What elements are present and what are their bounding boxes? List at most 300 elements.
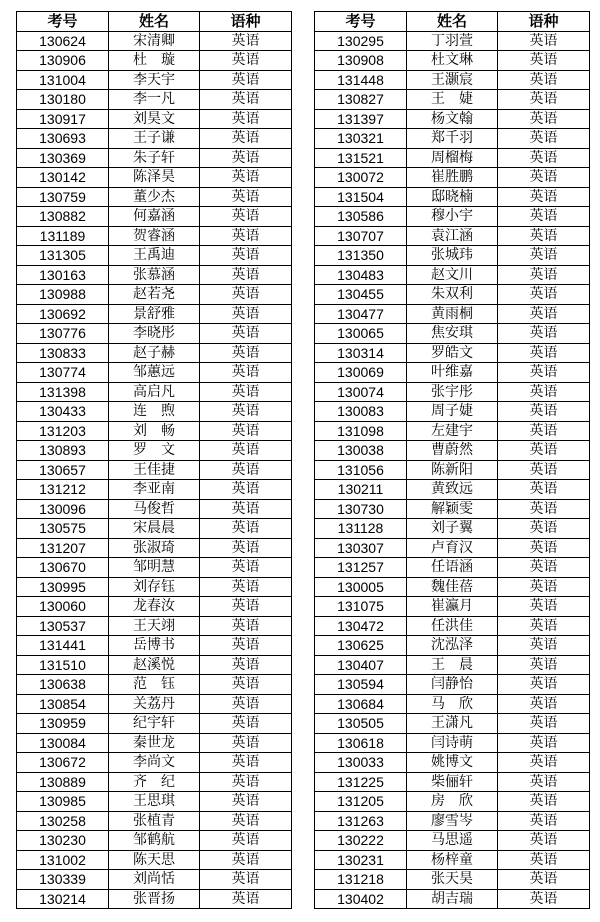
table-row	[315, 31, 590, 51]
exam-id-cell: 130586	[315, 207, 407, 227]
student-name-cell: 齐 纪	[109, 772, 200, 792]
exam-id-cell: 131510	[17, 655, 109, 675]
exam-id-cell: 130074	[315, 382, 407, 402]
exam-id-cell: 130893	[17, 441, 109, 461]
language-cell: 英语	[498, 577, 590, 597]
table-row	[17, 382, 292, 402]
language-cell: 英语	[498, 421, 590, 441]
table-row	[315, 675, 590, 695]
student-name-cell: 刘存钰	[109, 577, 200, 597]
table-row	[17, 675, 292, 695]
table-row	[17, 31, 292, 51]
student-name-cell: 黄雨桐	[407, 304, 498, 324]
student-name-cell: 朱双利	[407, 285, 498, 305]
student-name-cell: 赵溪悦	[109, 655, 200, 675]
student-name-cell: 李一凡	[109, 90, 200, 110]
exam-id-cell: 131521	[315, 148, 407, 168]
table-row	[17, 304, 292, 324]
student-name-cell: 邸晓楠	[407, 187, 498, 207]
student-name-cell: 叶维嘉	[407, 363, 498, 383]
table-row	[17, 753, 292, 773]
exam-id-cell: 130854	[17, 694, 109, 714]
table-row	[17, 148, 292, 168]
language-cell: 英语	[200, 831, 292, 851]
student-name-cell: 李天宇	[109, 70, 200, 90]
exam-id-cell: 130180	[17, 90, 109, 110]
exam-id-cell: 130882	[17, 207, 109, 227]
exam-id-cell: 131448	[315, 70, 407, 90]
exam-id-cell: 130505	[315, 714, 407, 734]
table-row	[17, 694, 292, 714]
language-cell: 英语	[200, 538, 292, 558]
student-name-cell: 周榴梅	[407, 148, 498, 168]
language-cell: 英语	[200, 792, 292, 812]
exam-id-cell: 130575	[17, 519, 109, 539]
table-row	[315, 616, 590, 636]
exam-id-cell: 131397	[315, 109, 407, 129]
exam-id-cell: 130618	[315, 733, 407, 753]
table-row	[17, 421, 292, 441]
header-name: 姓名	[109, 12, 200, 32]
table-row	[17, 70, 292, 90]
table-row	[315, 148, 590, 168]
table-row	[315, 870, 590, 890]
table-row	[315, 480, 590, 500]
table-row	[315, 538, 590, 558]
language-cell: 英语	[498, 538, 590, 558]
table-row	[17, 441, 292, 461]
exam-id-cell: 131203	[17, 421, 109, 441]
exam-id-cell: 131004	[17, 70, 109, 90]
table-row	[17, 168, 292, 188]
exam-id-cell: 130142	[17, 168, 109, 188]
language-cell: 英语	[498, 343, 590, 363]
student-name-cell: 杜 璇	[109, 51, 200, 71]
student-name-cell: 马俊哲	[109, 499, 200, 519]
table-row	[17, 597, 292, 617]
student-name-cell: 张淑琦	[109, 538, 200, 558]
language-cell: 英语	[498, 70, 590, 90]
exam-id-cell: 130407	[315, 655, 407, 675]
language-cell: 英语	[498, 207, 590, 227]
exam-id-cell: 130906	[17, 51, 109, 71]
language-cell: 英语	[498, 168, 590, 188]
student-name-cell: 解颖雯	[407, 499, 498, 519]
table-row	[315, 519, 590, 539]
exam-id-cell: 130211	[315, 480, 407, 500]
exam-id-cell: 130889	[17, 772, 109, 792]
exam-id-cell: 130995	[17, 577, 109, 597]
exam-id-cell: 131504	[315, 187, 407, 207]
table-row	[17, 538, 292, 558]
exam-id-cell: 131305	[17, 246, 109, 266]
student-name-cell: 赵文川	[407, 265, 498, 285]
header-name: 姓名	[407, 12, 498, 32]
student-name-cell: 崔胜鹏	[407, 168, 498, 188]
table-row	[17, 129, 292, 149]
table-row	[315, 343, 590, 363]
table-row	[17, 90, 292, 110]
exam-id-cell: 130096	[17, 499, 109, 519]
student-name-cell: 姚博文	[407, 753, 498, 773]
table-row	[17, 889, 292, 909]
language-cell: 英语	[200, 850, 292, 870]
header-exam-id: 考号	[315, 12, 407, 32]
table-row	[315, 441, 590, 461]
table-row	[17, 655, 292, 675]
student-name-cell: 邹鹤航	[109, 831, 200, 851]
table-row	[315, 109, 590, 129]
table-row	[17, 558, 292, 578]
table-row	[17, 285, 292, 305]
exam-id-cell: 130222	[315, 831, 407, 851]
exam-id-cell: 130624	[17, 31, 109, 51]
exam-id-cell: 130625	[315, 636, 407, 656]
exam-id-cell: 130307	[315, 538, 407, 558]
table-row	[17, 480, 292, 500]
student-name-cell: 卢育汉	[407, 538, 498, 558]
student-name-cell: 贺睿涵	[109, 226, 200, 246]
student-name-cell: 李晓彤	[109, 324, 200, 344]
table-row	[315, 402, 590, 422]
student-name-cell: 张晋扬	[109, 889, 200, 909]
exam-id-cell: 131207	[17, 538, 109, 558]
table-row	[17, 109, 292, 129]
table-row	[17, 831, 292, 851]
exam-id-cell: 130369	[17, 148, 109, 168]
table-row	[17, 792, 292, 812]
language-cell: 英语	[498, 324, 590, 344]
exam-id-cell: 130433	[17, 402, 109, 422]
exam-id-cell: 130060	[17, 597, 109, 617]
exam-id-cell: 130455	[315, 285, 407, 305]
student-name-cell: 李尚文	[109, 753, 200, 773]
language-cell: 英语	[200, 616, 292, 636]
language-cell: 英语	[200, 733, 292, 753]
student-name-cell: 任语涵	[407, 558, 498, 578]
table-row	[315, 207, 590, 227]
exam-id-cell: 131205	[315, 792, 407, 812]
exam-id-cell: 130594	[315, 675, 407, 695]
student-name-cell: 景舒雅	[109, 304, 200, 324]
exam-id-cell: 130163	[17, 265, 109, 285]
table-row	[315, 324, 590, 344]
language-cell: 英语	[498, 226, 590, 246]
student-name-cell: 任洪佳	[407, 616, 498, 636]
table-row	[315, 382, 590, 402]
student-name-cell: 曹蔚然	[407, 441, 498, 461]
table-row	[315, 90, 590, 110]
exam-id-cell: 131189	[17, 226, 109, 246]
exam-id-cell: 131218	[315, 870, 407, 890]
exam-id-cell: 131056	[315, 460, 407, 480]
student-name-cell: 马思遥	[407, 831, 498, 851]
student-name-cell: 罗 文	[109, 441, 200, 461]
language-cell: 英语	[200, 480, 292, 500]
table-row	[17, 226, 292, 246]
table-row	[17, 51, 292, 71]
student-name-cell: 高启凡	[109, 382, 200, 402]
language-cell: 英语	[498, 187, 590, 207]
language-cell: 英语	[200, 90, 292, 110]
exam-id-cell: 130692	[17, 304, 109, 324]
header-language: 语种	[200, 12, 292, 32]
student-name-cell: 张植青	[109, 811, 200, 831]
table-row	[17, 714, 292, 734]
student-name-cell: 邹明慧	[109, 558, 200, 578]
exam-id-cell: 131212	[17, 480, 109, 500]
language-cell: 英语	[200, 811, 292, 831]
student-name-cell: 闫诗萌	[407, 733, 498, 753]
table-row	[315, 811, 590, 831]
exam-id-cell: 131398	[17, 382, 109, 402]
language-cell: 英语	[498, 733, 590, 753]
exam-id-cell: 131075	[315, 597, 407, 617]
student-name-cell: 丁羽萱	[407, 31, 498, 51]
table-row	[315, 226, 590, 246]
language-cell: 英语	[200, 402, 292, 422]
exam-id-cell: 130083	[315, 402, 407, 422]
language-cell: 英语	[498, 714, 590, 734]
student-name-cell: 王灏宸	[407, 70, 498, 90]
exam-id-cell: 130759	[17, 187, 109, 207]
table-row	[315, 694, 590, 714]
student-name-cell: 黄致远	[407, 480, 498, 500]
language-cell: 英语	[498, 558, 590, 578]
student-name-cell: 罗皓文	[407, 343, 498, 363]
language-cell: 英语	[200, 655, 292, 675]
table-row	[17, 460, 292, 480]
table-row	[17, 363, 292, 383]
exam-id-cell: 131257	[315, 558, 407, 578]
table-row	[17, 772, 292, 792]
language-cell: 英语	[498, 850, 590, 870]
exam-id-cell: 130072	[315, 168, 407, 188]
student-name-cell: 张城玮	[407, 246, 498, 266]
table-row	[17, 636, 292, 656]
language-cell: 英语	[200, 285, 292, 305]
language-cell: 英语	[200, 772, 292, 792]
exam-id-cell: 131441	[17, 636, 109, 656]
student-name-cell: 董少杰	[109, 187, 200, 207]
exam-id-cell: 130033	[315, 753, 407, 773]
student-name-cell: 关荔丹	[109, 694, 200, 714]
exam-id-cell: 131128	[315, 519, 407, 539]
language-cell: 英语	[200, 675, 292, 695]
language-cell: 英语	[200, 343, 292, 363]
table-row	[315, 792, 590, 812]
student-name-cell: 秦世龙	[109, 733, 200, 753]
student-name-cell: 范 钰	[109, 675, 200, 695]
student-name-cell: 王思琪	[109, 792, 200, 812]
exam-id-cell: 130988	[17, 285, 109, 305]
exam-id-cell: 131263	[315, 811, 407, 831]
language-cell: 英语	[498, 109, 590, 129]
table-row	[17, 870, 292, 890]
language-cell: 英语	[498, 831, 590, 851]
student-name-cell: 张慕涵	[109, 265, 200, 285]
student-name-cell: 杨文翰	[407, 109, 498, 129]
language-cell: 英语	[200, 460, 292, 480]
table-row	[315, 714, 590, 734]
language-cell: 英语	[200, 129, 292, 149]
student-name-cell: 连 煦	[109, 402, 200, 422]
exam-id-cell: 130638	[17, 675, 109, 695]
exam-id-cell: 130537	[17, 616, 109, 636]
table-row	[315, 363, 590, 383]
table-row	[17, 265, 292, 285]
language-cell: 英语	[498, 90, 590, 110]
language-cell: 英语	[200, 187, 292, 207]
language-cell: 英语	[200, 168, 292, 188]
student-name-cell: 王天翊	[109, 616, 200, 636]
table-row	[315, 499, 590, 519]
language-cell: 英语	[498, 655, 590, 675]
language-cell: 英语	[200, 246, 292, 266]
exam-id-cell: 130472	[315, 616, 407, 636]
table-row	[17, 187, 292, 207]
student-name-cell: 杜文琳	[407, 51, 498, 71]
student-name-cell: 魏佳蓓	[407, 577, 498, 597]
student-name-cell: 沈泓泽	[407, 636, 498, 656]
table-row	[315, 772, 590, 792]
student-name-cell: 龙春汝	[109, 597, 200, 617]
exam-id-cell: 131002	[17, 850, 109, 870]
table-row	[315, 850, 590, 870]
exam-id-cell: 130707	[315, 226, 407, 246]
language-cell: 英语	[498, 480, 590, 500]
table-row	[17, 207, 292, 227]
student-name-cell: 刘 畅	[109, 421, 200, 441]
language-cell: 英语	[200, 499, 292, 519]
exam-id-cell: 130833	[17, 343, 109, 363]
exam-id-cell: 130670	[17, 558, 109, 578]
exam-id-cell: 130917	[17, 109, 109, 129]
language-cell: 英语	[498, 51, 590, 71]
table-row	[315, 831, 590, 851]
language-cell: 英语	[200, 382, 292, 402]
language-cell: 英语	[498, 792, 590, 812]
language-cell: 英语	[200, 207, 292, 227]
exam-id-cell: 130693	[17, 129, 109, 149]
language-cell: 英语	[498, 889, 590, 909]
table-row	[315, 577, 590, 597]
exam-id-cell: 130258	[17, 811, 109, 831]
student-name-cell: 王佳捷	[109, 460, 200, 480]
table-row	[315, 421, 590, 441]
language-cell: 英语	[200, 265, 292, 285]
exam-id-cell: 130774	[17, 363, 109, 383]
language-cell: 英语	[498, 870, 590, 890]
exam-id-cell: 130069	[315, 363, 407, 383]
student-name-cell: 陈天思	[109, 850, 200, 870]
header-language: 语种	[498, 12, 590, 32]
language-cell: 英语	[200, 597, 292, 617]
table-row	[315, 70, 590, 90]
table-row	[315, 889, 590, 909]
exam-id-cell: 131098	[315, 421, 407, 441]
student-name-cell: 张天昊	[407, 870, 498, 890]
student-name-cell: 胡吉瑞	[407, 889, 498, 909]
language-cell: 英语	[498, 499, 590, 519]
student-name-cell: 岳博书	[109, 636, 200, 656]
student-name-cell: 刘子翼	[407, 519, 498, 539]
language-cell: 英语	[498, 460, 590, 480]
table-row	[315, 285, 590, 305]
language-cell: 英语	[498, 811, 590, 831]
student-name-cell: 房 欣	[407, 792, 498, 812]
language-cell: 英语	[200, 753, 292, 773]
student-name-cell: 刘尚恬	[109, 870, 200, 890]
table-row	[17, 616, 292, 636]
exam-id-cell: 130827	[315, 90, 407, 110]
header-exam-id: 考号	[17, 12, 109, 32]
table-row	[315, 655, 590, 675]
language-cell: 英语	[498, 441, 590, 461]
language-cell: 英语	[200, 694, 292, 714]
table-row	[17, 519, 292, 539]
language-cell: 英语	[498, 246, 590, 266]
language-cell: 英语	[200, 636, 292, 656]
student-name-cell: 袁江涵	[407, 226, 498, 246]
language-cell: 英语	[498, 753, 590, 773]
student-name-cell: 郑千羽	[407, 129, 498, 149]
student-name-cell: 王潇凡	[407, 714, 498, 734]
table-row	[17, 577, 292, 597]
language-cell: 英语	[498, 772, 590, 792]
student-name-cell: 崔瀛月	[407, 597, 498, 617]
table-row	[315, 265, 590, 285]
table-row	[315, 304, 590, 324]
language-cell: 英语	[498, 129, 590, 149]
language-cell: 英语	[498, 636, 590, 656]
student-name-cell: 廖雪岑	[407, 811, 498, 831]
language-cell: 英语	[200, 324, 292, 344]
table-row	[315, 733, 590, 753]
language-cell: 英语	[200, 226, 292, 246]
student-name-cell: 赵若尧	[109, 285, 200, 305]
student-name-cell: 周子婕	[407, 402, 498, 422]
student-name-cell: 赵子赫	[109, 343, 200, 363]
table-row	[315, 753, 590, 773]
exam-id-cell: 130084	[17, 733, 109, 753]
exam-id-cell: 130005	[315, 577, 407, 597]
exam-id-cell: 130402	[315, 889, 407, 909]
table-row	[17, 324, 292, 344]
exam-id-cell: 130230	[17, 831, 109, 851]
exam-id-cell: 130314	[315, 343, 407, 363]
table-row	[315, 246, 590, 266]
language-cell: 英语	[498, 597, 590, 617]
table-row	[315, 597, 590, 617]
exam-id-cell: 130321	[315, 129, 407, 149]
exam-id-cell: 130684	[315, 694, 407, 714]
language-cell: 英语	[498, 382, 590, 402]
student-name-cell: 左建宇	[407, 421, 498, 441]
language-cell: 英语	[498, 616, 590, 636]
student-name-cell: 穆小宇	[407, 207, 498, 227]
language-cell: 英语	[498, 675, 590, 695]
student-name-cell: 杨梓童	[407, 850, 498, 870]
language-cell: 英语	[498, 148, 590, 168]
language-cell: 英语	[200, 148, 292, 168]
language-cell: 英语	[498, 694, 590, 714]
table-row	[315, 460, 590, 480]
exam-id-cell: 130065	[315, 324, 407, 344]
student-name-cell: 王 婕	[407, 90, 498, 110]
language-cell: 英语	[200, 304, 292, 324]
table-row	[17, 811, 292, 831]
